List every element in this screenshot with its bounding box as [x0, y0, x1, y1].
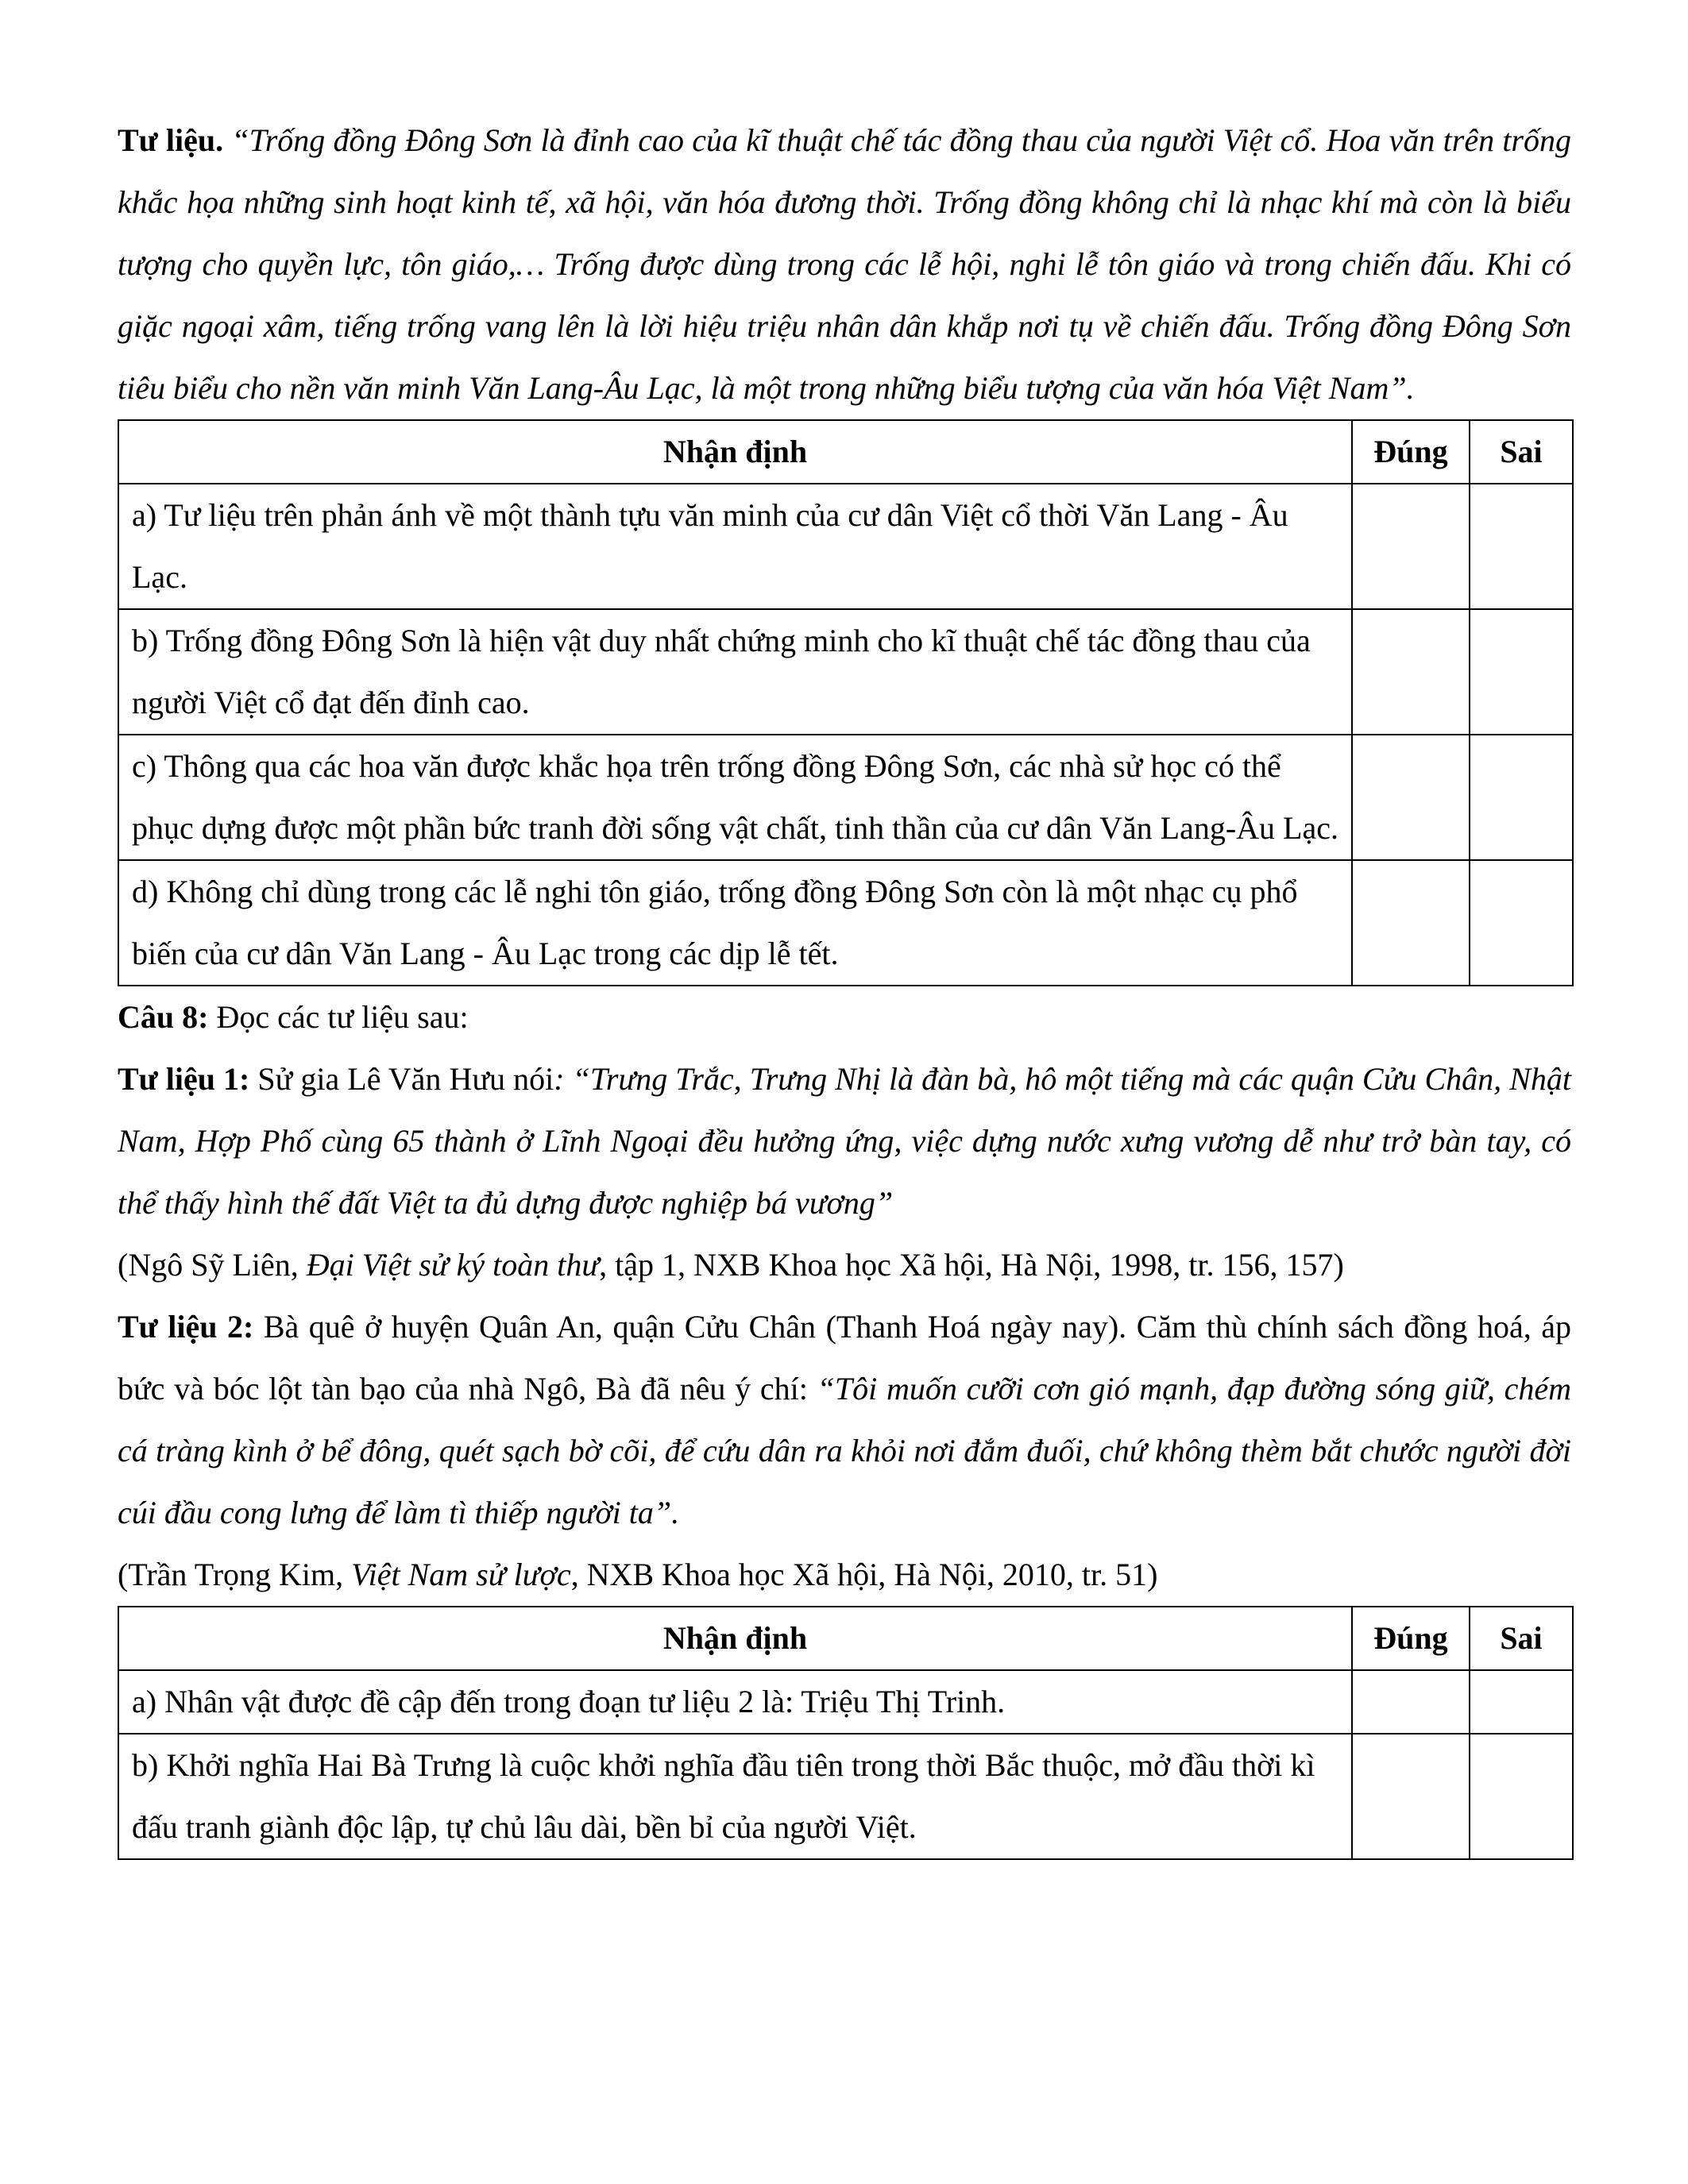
statement-text: b) Trống đồng Đông Sơn là hiện vật duy nhất chứng minh cho kĩ thuật chế tác đồng thau của người Việt cổ đạt đến đỉnh cao.	[118, 609, 1352, 735]
false-answer-cell[interactable]	[1470, 609, 1573, 735]
true-answer-cell[interactable]	[1352, 484, 1470, 609]
table-row	[118, 609, 1573, 735]
source-1-citation	[118, 1234, 1571, 1296]
table-row	[118, 860, 1573, 986]
table-header-row	[118, 1607, 1573, 1670]
statement-text: a) Nhân vật được đề cập đến trong đoạn tư liệu 2 là: Triệu Thị Trinh.	[118, 1670, 1352, 1734]
source-2-citation	[118, 1544, 1571, 1606]
true-answer-cell[interactable]	[1352, 860, 1470, 986]
header-true: Đúng	[1352, 1607, 1470, 1670]
document-page	[118, 110, 1571, 1860]
source-1-intro: Sử gia Lê Văn Hưu nói	[249, 1061, 554, 1097]
table-row	[118, 1670, 1573, 1734]
source-2-passage	[118, 1296, 1571, 1544]
citation-author: (Ngô Sỹ Liên,	[118, 1247, 307, 1283]
false-answer-cell[interactable]	[1470, 1670, 1573, 1734]
true-answer-cell[interactable]	[1352, 1734, 1470, 1859]
header-statement: Nhận định	[118, 420, 1352, 484]
source-1-quote: : “Trưng Trắc, Trưng Nhị là đàn bà, hô một tiếng mà các quận Cửu Chân, Nhật Nam, Hợp Phố cùng 65 thành ở Lĩnh Ngoại đều hưởng ứng, việc dựng nước xưng vương dễ như trở bàn tay, có thể thấy hình thế đất Việt ta đủ dựng được nghiệp bá vương”	[118, 1061, 1571, 1221]
true-answer-cell[interactable]	[1352, 735, 1470, 860]
table-row	[118, 735, 1573, 860]
source-passage	[118, 110, 1571, 419]
header-false: Sai	[1470, 1607, 1573, 1670]
false-answer-cell[interactable]	[1470, 860, 1573, 986]
false-answer-cell[interactable]	[1470, 484, 1573, 609]
true-answer-cell[interactable]	[1352, 1670, 1470, 1734]
source-2-label: Tư liệu 2:	[118, 1309, 254, 1345]
statement-text: d) Không chỉ dùng trong các lễ nghi tôn giáo, trống đồng Đông Sơn còn là một nhạc cụ phổ biến của cư dân Văn Lang - Âu Lạc trong các dịp lễ tết.	[118, 860, 1352, 986]
statement-text: a) Tư liệu trên phản ánh về một thành tựu văn minh của cư dân Việt cổ thời Văn Lang - Âu Lạc.	[118, 484, 1352, 609]
statement-table-2	[118, 1606, 1574, 1860]
citation-book-title: Đại Việt sử ký toàn thư	[306, 1247, 600, 1283]
source-1-passage	[118, 1048, 1571, 1234]
table-row	[118, 484, 1573, 609]
true-answer-cell[interactable]	[1352, 609, 1470, 735]
question-text: Đọc các tư liệu sau:	[208, 999, 469, 1035]
citation-details: , NXB Khoa học Xã hội, Hà Nội, 2010, tr. 51)	[570, 1557, 1158, 1592]
source-label: Tư liệu.	[118, 122, 224, 158]
false-answer-cell[interactable]	[1470, 1734, 1573, 1859]
table-row	[118, 1734, 1573, 1859]
header-false: Sai	[1470, 420, 1573, 484]
false-answer-cell[interactable]	[1470, 735, 1573, 860]
citation-author: (Trần Trọng Kim,	[118, 1557, 352, 1592]
header-true: Đúng	[1352, 420, 1470, 484]
header-statement: Nhận định	[118, 1607, 1352, 1670]
source-2-text: Bà quê ở huyện Quân An, quận Cửu Chân (Thanh Hoá ngày nay). Căm thù chính sách đồng hoá, áp bức và bóc lột tàn bạo của nhà Ngô, Bà đã nêu ý chí:	[118, 1309, 1571, 1406]
citation-book-title: Việt Nam sử lược	[351, 1557, 571, 1592]
statement-table-1	[118, 419, 1574, 986]
question-label: Câu 8:	[118, 999, 209, 1035]
citation-details: , tập 1, NXB Khoa học Xã hội, Hà Nội, 1998, tr. 156, 157)	[599, 1247, 1344, 1283]
table-header-row	[118, 420, 1573, 484]
statement-text: c) Thông qua các hoa văn được khắc họa trên trống đồng Đông Sơn, các nhà sử học có thể phục dựng được một phần bức tranh đời sống vật chất, tinh thần của cư dân Văn Lang-Âu Lạc.	[118, 735, 1352, 860]
source-1-label: Tư liệu 1:	[118, 1061, 250, 1097]
question-heading	[118, 986, 1571, 1048]
source-quote: “Trống đồng Đông Sơn là đỉnh cao của kĩ thuật chế tác đồng thau của người Việt cổ. Hoa văn trên trống khắc họa những sinh hoạt kinh tế, xã hội, văn hóa đương thời. Trống đồng không chỉ là nhạc khí mà còn là biểu tượng cho quyền lực, tôn giáo,… Trống được dùng trong các lễ hội, nghi lễ tôn giáo và trong chiến đấu. Khi có giặc ngoại xâm, tiếng trống vang lên là lời hiệu triệu nhân dân khắp nơi tụ về chiến đấu. Trống đồng Đông Sơn tiêu biểu cho nền văn minh Văn Lang-Âu Lạc, là một trong những biểu tượng của văn hóa Việt Nam”.	[118, 122, 1572, 406]
statement-text: b) Khởi nghĩa Hai Bà Trưng là cuộc khởi nghĩa đầu tiên trong thời Bắc thuộc, mở đầu thời kì đấu tranh giành độc lập, tự chủ lâu dài, bền bỉ của người Việt.	[118, 1734, 1352, 1859]
source-2-quote: “Tôi muốn cưỡi cơn gió mạnh, đạp đường sóng giữ, chém cá tràng kình ở bể đông, quét sạch bờ cõi, để cứu dân ra khỏi nơi đắm đuối, chứ không thèm bắt chước người đời cúi đầu cong lưng để làm tì thiếp người ta”.	[118, 1371, 1571, 1530]
